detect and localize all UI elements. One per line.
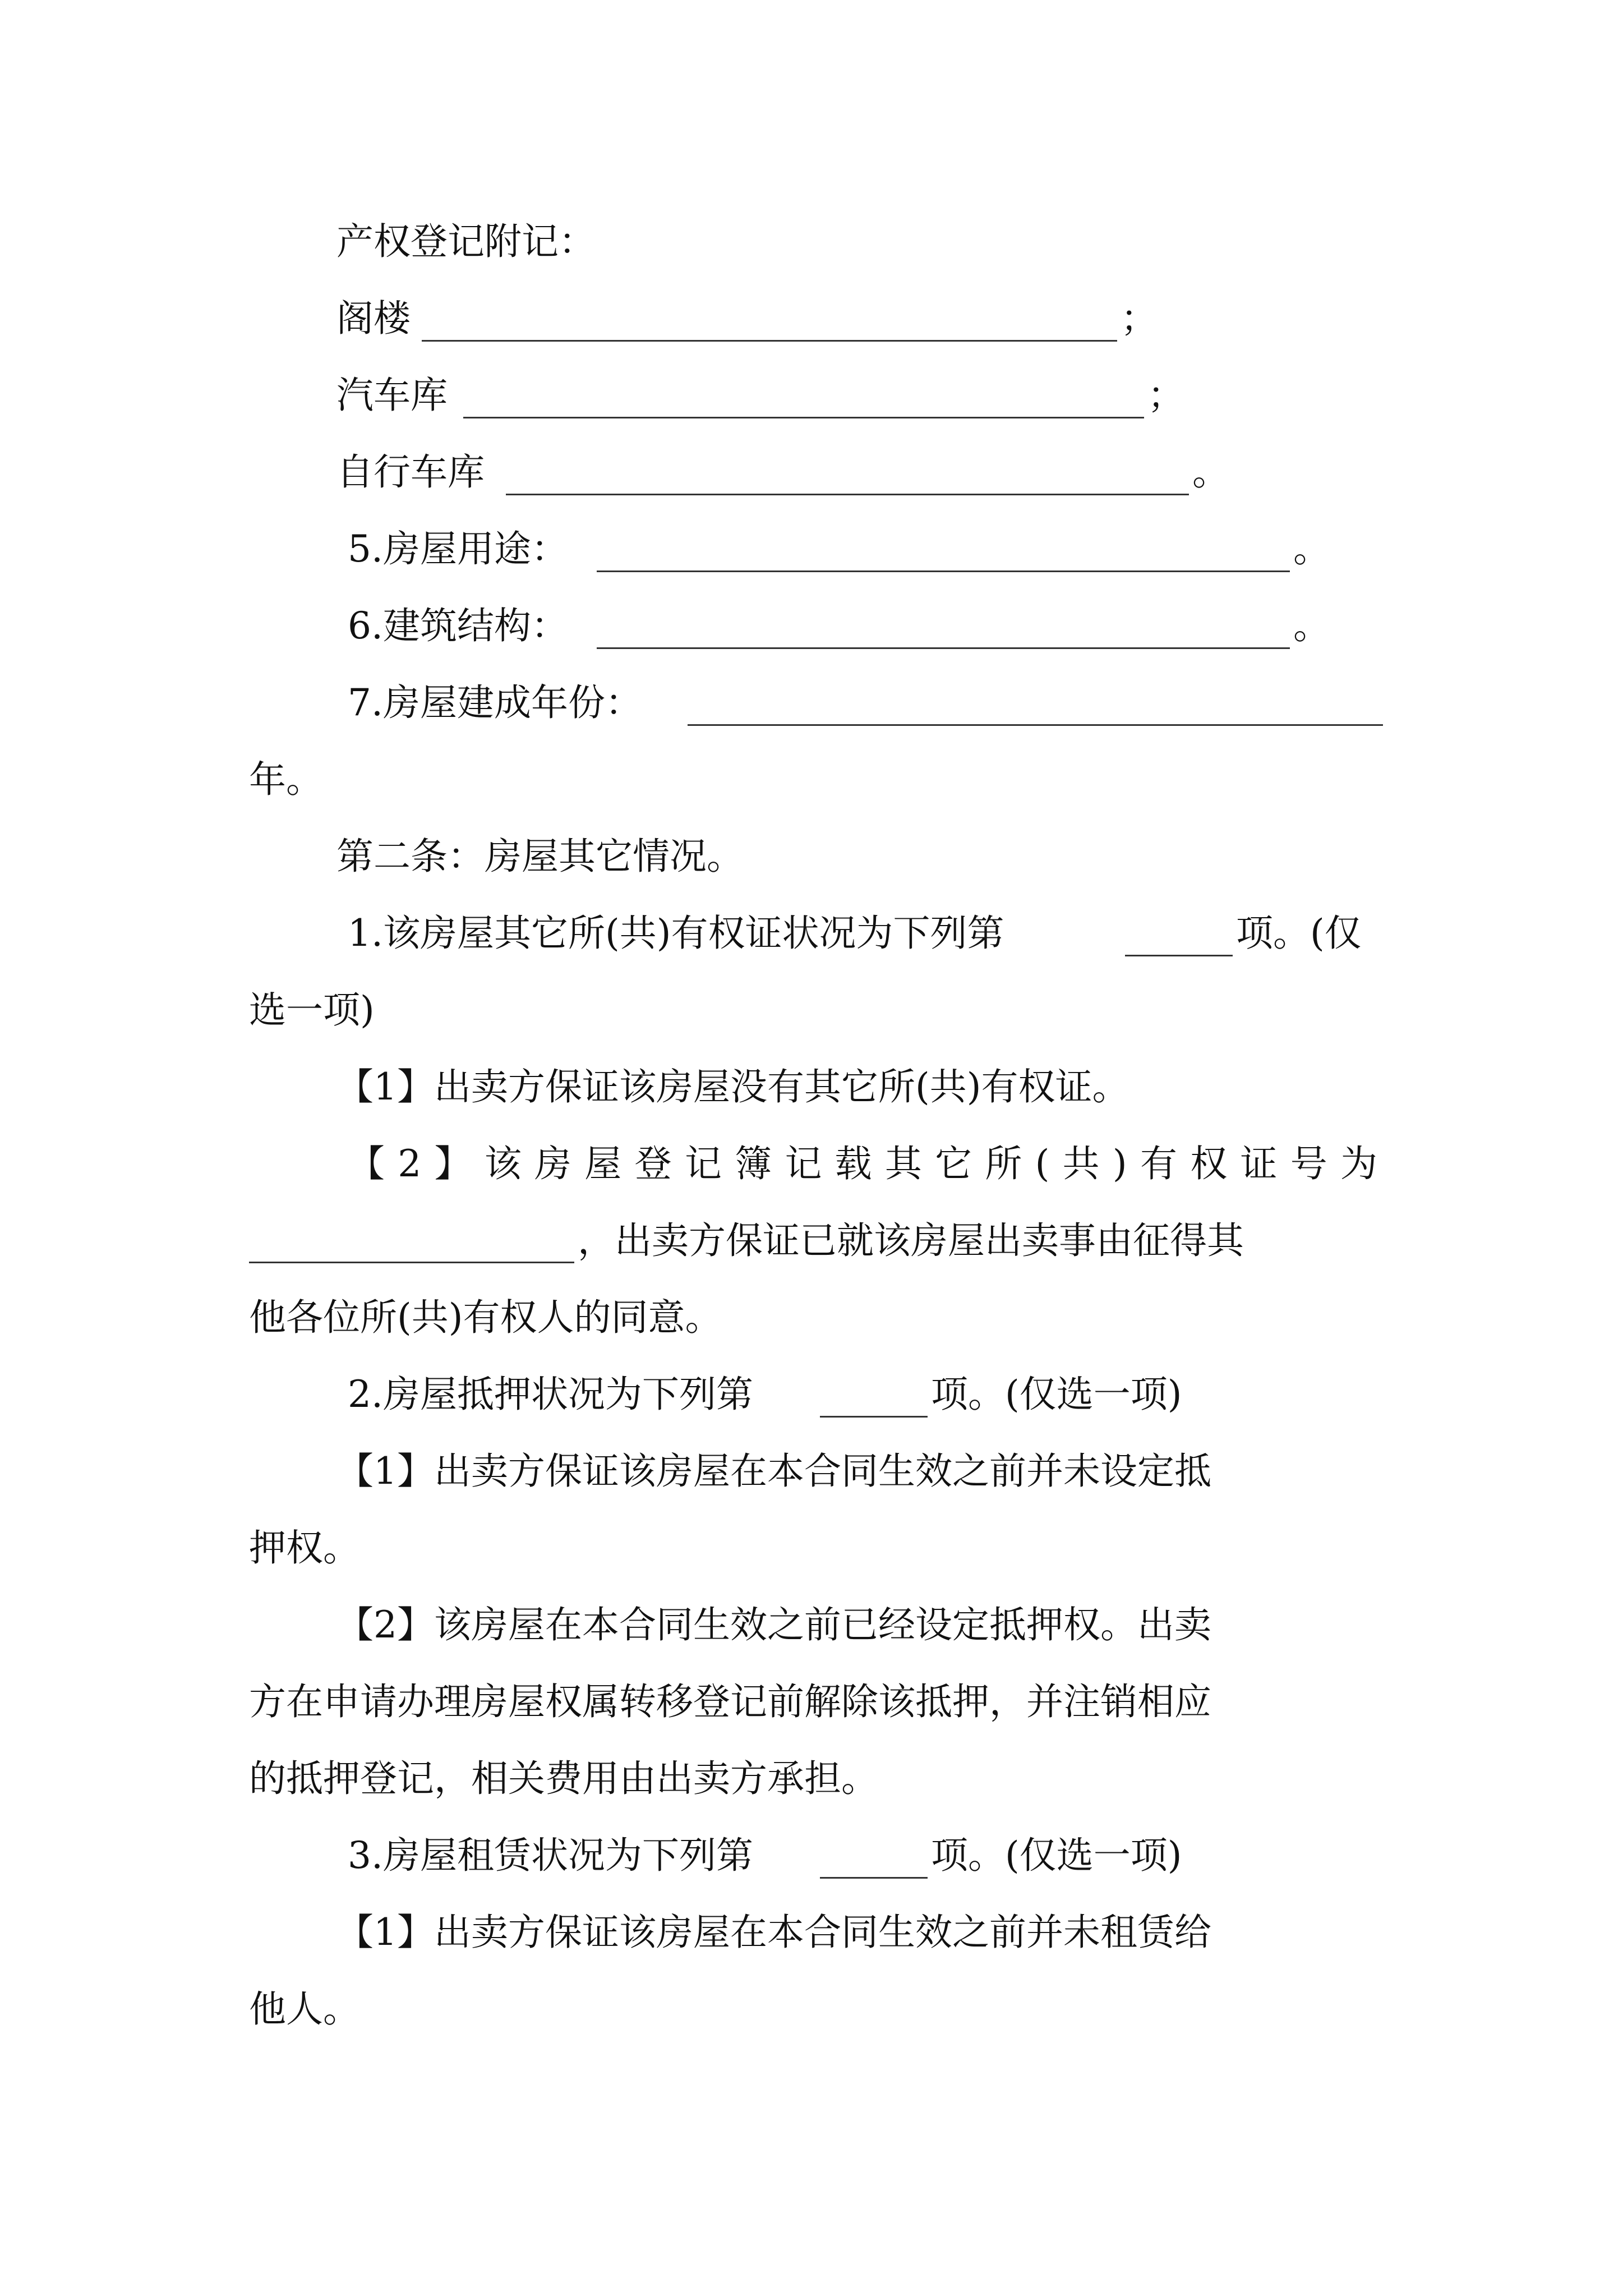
bike-garage-label: 自行车库 bbox=[336, 450, 485, 494]
q1-certificate-number-blank[interactable] bbox=[249, 1262, 574, 1263]
q2-option-2-line3: 的抵押登记，相关费用由出卖方承担。 bbox=[249, 1757, 878, 1800]
q1-prefix: 1.该房屋其它所(共)有权证状况为下列第 bbox=[348, 912, 1004, 955]
q1-option-2-line1: 【2】该房屋登记簿记载其它所(共)有权证号为 bbox=[348, 1142, 1377, 1185]
q2-prefix: 2.房屋抵押状况为下列第 bbox=[348, 1373, 753, 1416]
q1-choice-blank[interactable] bbox=[1125, 955, 1233, 956]
q2-option-1-line1: 【1】出卖方保证该房屋在本合同生效之前并未设定抵 bbox=[336, 1450, 1211, 1493]
q1-option-1: 【1】出卖方保证该房屋没有其它所(共)有权证。 bbox=[336, 1065, 1129, 1108]
year-end: 年。 bbox=[249, 758, 323, 801]
bike-garage-end: 。 bbox=[1192, 450, 1229, 494]
bike-garage-blank[interactable] bbox=[506, 494, 1189, 495]
property-note-heading: 产权登记附记： bbox=[336, 220, 596, 263]
q3-prefix: 3.房屋租赁状况为下列第 bbox=[348, 1834, 753, 1877]
q1-option-2-line3: 他各位所(共)有权人的同意。 bbox=[249, 1296, 722, 1339]
garage-end: ； bbox=[1147, 374, 1184, 417]
attic-end: ； bbox=[1121, 297, 1158, 340]
structure-end: 。 bbox=[1293, 604, 1330, 647]
q2-option-2-line1: 【2】该房屋在本合同生效之前已经设定抵押权。出卖 bbox=[336, 1603, 1211, 1646]
q2-option-2-line2: 方在申请办理房屋权属转移登记前解除该抵押，并注销相应 bbox=[249, 1680, 1211, 1723]
usage-blank[interactable] bbox=[597, 570, 1290, 572]
q3-option-1-line2: 他人。 bbox=[249, 1987, 360, 2031]
attic-label: 阁楼 bbox=[336, 297, 411, 340]
year-label: 7.房屋建成年份： bbox=[348, 681, 642, 724]
garage-label: 汽车库 bbox=[336, 374, 448, 417]
year-blank[interactable] bbox=[688, 724, 1383, 726]
usage-label: 5.房屋用途： bbox=[348, 527, 568, 570]
q1-line2: 选一项) bbox=[249, 988, 375, 1032]
usage-end: 。 bbox=[1293, 527, 1330, 570]
structure-blank[interactable] bbox=[597, 647, 1290, 649]
q3-option-1-line1: 【1】出卖方保证该房屋在本合同生效之前并未租赁给 bbox=[336, 1911, 1211, 1954]
q1-option-2-line2: ，出卖方保证已就该房屋出卖事由征得其 bbox=[578, 1219, 1244, 1262]
attic-blank[interactable] bbox=[422, 340, 1117, 342]
garage-blank[interactable] bbox=[463, 417, 1144, 418]
q3-choice-blank[interactable] bbox=[820, 1877, 928, 1879]
structure-label: 6.建筑结构： bbox=[348, 604, 568, 647]
q2-choice-blank[interactable] bbox=[820, 1416, 928, 1418]
q2-option-1-line2: 押权。 bbox=[249, 1526, 360, 1570]
article2-title: 第二条：房屋其它情况。 bbox=[336, 835, 744, 878]
q1-suffix: 项。(仅 bbox=[1236, 912, 1362, 955]
q2-suffix: 项。(仅选一项) bbox=[931, 1373, 1182, 1416]
q3-suffix: 项。(仅选一项) bbox=[931, 1834, 1182, 1877]
